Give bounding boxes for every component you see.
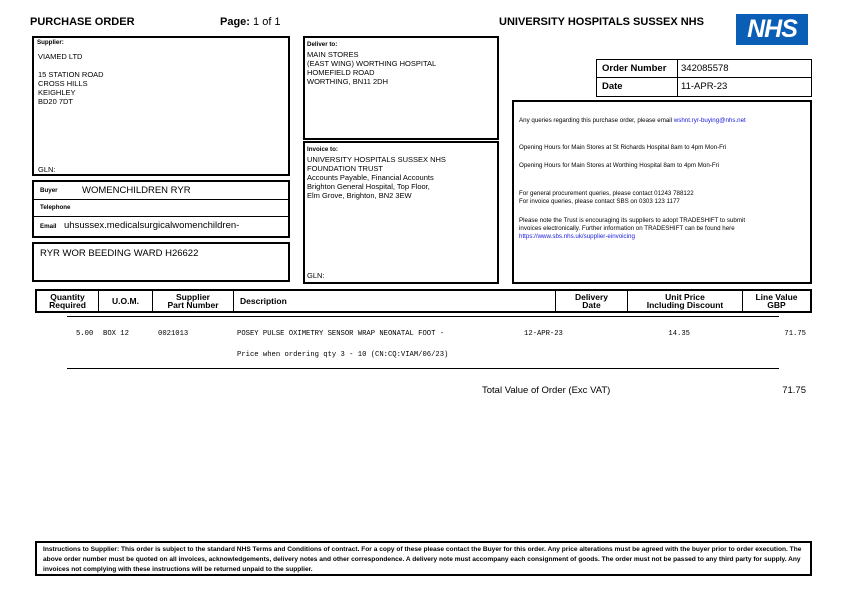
deliver-line: MAIN STORES: [307, 50, 359, 59]
ward-text: RYR WOR BEEDING WARD H26622: [40, 248, 199, 259]
table-row: [0, 330, 842, 360]
deliver-to-address: [307, 50, 436, 86]
header-delivery-date: Delivery Date: [556, 291, 628, 311]
queries-line: [519, 117, 746, 125]
instructions-text: Instructions to Supplier: This order is subject to the standard NHS Terms and Conditions of contract. For a copy of these please contact the Buyer for this order. Any price alterations must be agreed with the buyer prior to order execution. The above order number must be quoted on all invoices, acknowledgements, delivery notes and other correspondence. A delivery note must accompany each consignment of goods. The order must not be passed to any third party for supply. Any invoices not complying with these instructions will be returned unpaid to the supplier.: [43, 546, 802, 573]
telephone-row: [34, 200, 288, 217]
header-line-value: Line Value GBP: [755, 292, 798, 310]
telephone-label: Telephone: [40, 204, 71, 211]
row-rule: [67, 368, 779, 369]
row-delivery-date: 12-APR-23: [524, 330, 563, 338]
procurement-contact: For general procurement queries, please contact 01243 788122: [519, 190, 694, 197]
buyer-row: [34, 182, 288, 200]
supplier-line: [38, 61, 104, 70]
document-title: PURCHASE ORDER: [30, 16, 135, 28]
supplier-line: VIAMED LTD: [38, 52, 83, 61]
supplier-gln-label: GLN:: [38, 165, 56, 174]
order-date-value: 11-APR-23: [681, 81, 728, 92]
invoice-gln-label: GLN:: [307, 271, 325, 280]
supplier-line: 15 STATION ROAD: [38, 70, 104, 79]
nhs-logo: NHS: [736, 14, 808, 45]
header-uom: U.O.M.: [99, 291, 153, 311]
supplier-line: BD20 7DT: [38, 97, 74, 106]
hours-richards: Opening Hours for Main Stores at St Richards Hospital 8am to 4pm Mon-Fri: [519, 144, 727, 151]
total-label: Total Value of Order (Exc VAT): [482, 385, 611, 396]
tradeshift-note-2: invoices electronically. Further information on TRADESHIFT can be found here: [519, 225, 735, 232]
email-label: Email: [40, 223, 57, 230]
queries-text: Any queries regarding this purchase order, please email: [519, 117, 673, 124]
ward-box: [32, 242, 290, 282]
page-label: Page:: [220, 16, 250, 28]
supplier-label: Supplier:: [37, 39, 64, 46]
supplier-line: CROSS HILLS: [38, 79, 88, 88]
invoice-line: Brighton General Hospital, Top Floor,: [307, 182, 430, 191]
row-part-number: 0021013: [158, 330, 189, 338]
order-info-box: [596, 59, 812, 97]
order-number-value: 342085578: [681, 63, 729, 74]
header-description: Description: [234, 291, 556, 311]
order-number-label: Order Number: [602, 63, 667, 74]
supplier-line: KEIGHLEY: [38, 88, 76, 97]
deliver-line: (EAST WING) WORTHING HOSPITAL: [307, 59, 437, 68]
order-number-row: [597, 60, 811, 78]
invoice-to-label: Invoice to:: [307, 146, 338, 153]
email-value: uhsussex.medicalsurgicalwomenchildren-: [64, 220, 240, 231]
tradeshift-link[interactable]: https://www.sbs.nhs.uk/supplier-einvoicing: [519, 233, 635, 240]
invoice-contact: For invoice queries, please contact SBS on 0303 123 1177: [519, 198, 680, 205]
tradeshift-note-1: Please note the Trust is encouraging its suppliers to adopt TRADESHIFT to submit: [519, 217, 746, 224]
invoice-line: FOUNDATION TRUST: [307, 164, 383, 173]
header-unit-price: Unit Price Including Discount: [628, 291, 743, 311]
supplier-box: [32, 36, 290, 176]
deliver-line: HOMEFIELD ROAD: [307, 68, 375, 77]
email-row: [34, 217, 288, 236]
invoice-line: Accounts Payable, Financial Accounts: [307, 173, 434, 182]
page-value: 1 of 1: [253, 16, 281, 28]
header-quantity: Quantity Required: [37, 291, 99, 311]
invoice-line: UNIVERSITY HOSPITALS SUSSEX NHS: [307, 155, 446, 164]
invoice-to-address: [307, 155, 446, 200]
header-rule: [67, 316, 779, 317]
buyer-box: [32, 180, 290, 238]
row-quantity: 5.00: [76, 330, 94, 338]
total-value: 71.75: [782, 385, 806, 396]
hours-worthing: Opening Hours for Main Stores at Worthing Hospital 8am to 4pm Mon-Fri: [519, 162, 720, 169]
page-indicator: [220, 16, 281, 28]
order-date-row: [597, 78, 811, 95]
supplier-address: [38, 52, 104, 106]
row-unit-price: 14.35: [668, 330, 690, 338]
row-note: Price when ordering qty 3 - 10 (CN:CQ:VIAM/06/23): [237, 351, 449, 359]
order-date-label: Date: [602, 81, 623, 92]
line-items-header: [35, 289, 812, 313]
header-part-number: Supplier Part Number: [153, 291, 234, 311]
row-uom: BOX 12: [103, 330, 129, 338]
organisation-name: UNIVERSITY HOSPITALS SUSSEX NHS: [499, 16, 704, 28]
buyer-label: Buyer: [40, 187, 58, 194]
row-line-value: 71.75: [784, 330, 806, 338]
buyer-value: WOMENCHILDREN RYR: [82, 185, 191, 196]
row-description: POSEY PULSE OXIMETRY SENSOR WRAP NEONATAL FOOT -: [237, 330, 445, 338]
queries-email-link[interactable]: wshnt.ryr-buying@nhs.net: [673, 117, 746, 124]
invoice-line: Elm Grove, Brighton, BN2 3EW: [307, 191, 412, 200]
deliver-to-label: Deliver to:: [307, 41, 338, 48]
invoice-to-box: [303, 141, 499, 284]
instructions-box: [35, 541, 812, 576]
deliver-to-box: [303, 36, 499, 140]
deliver-line: WORTHING, BN11 2DH: [307, 77, 388, 86]
info-box: [512, 100, 812, 284]
